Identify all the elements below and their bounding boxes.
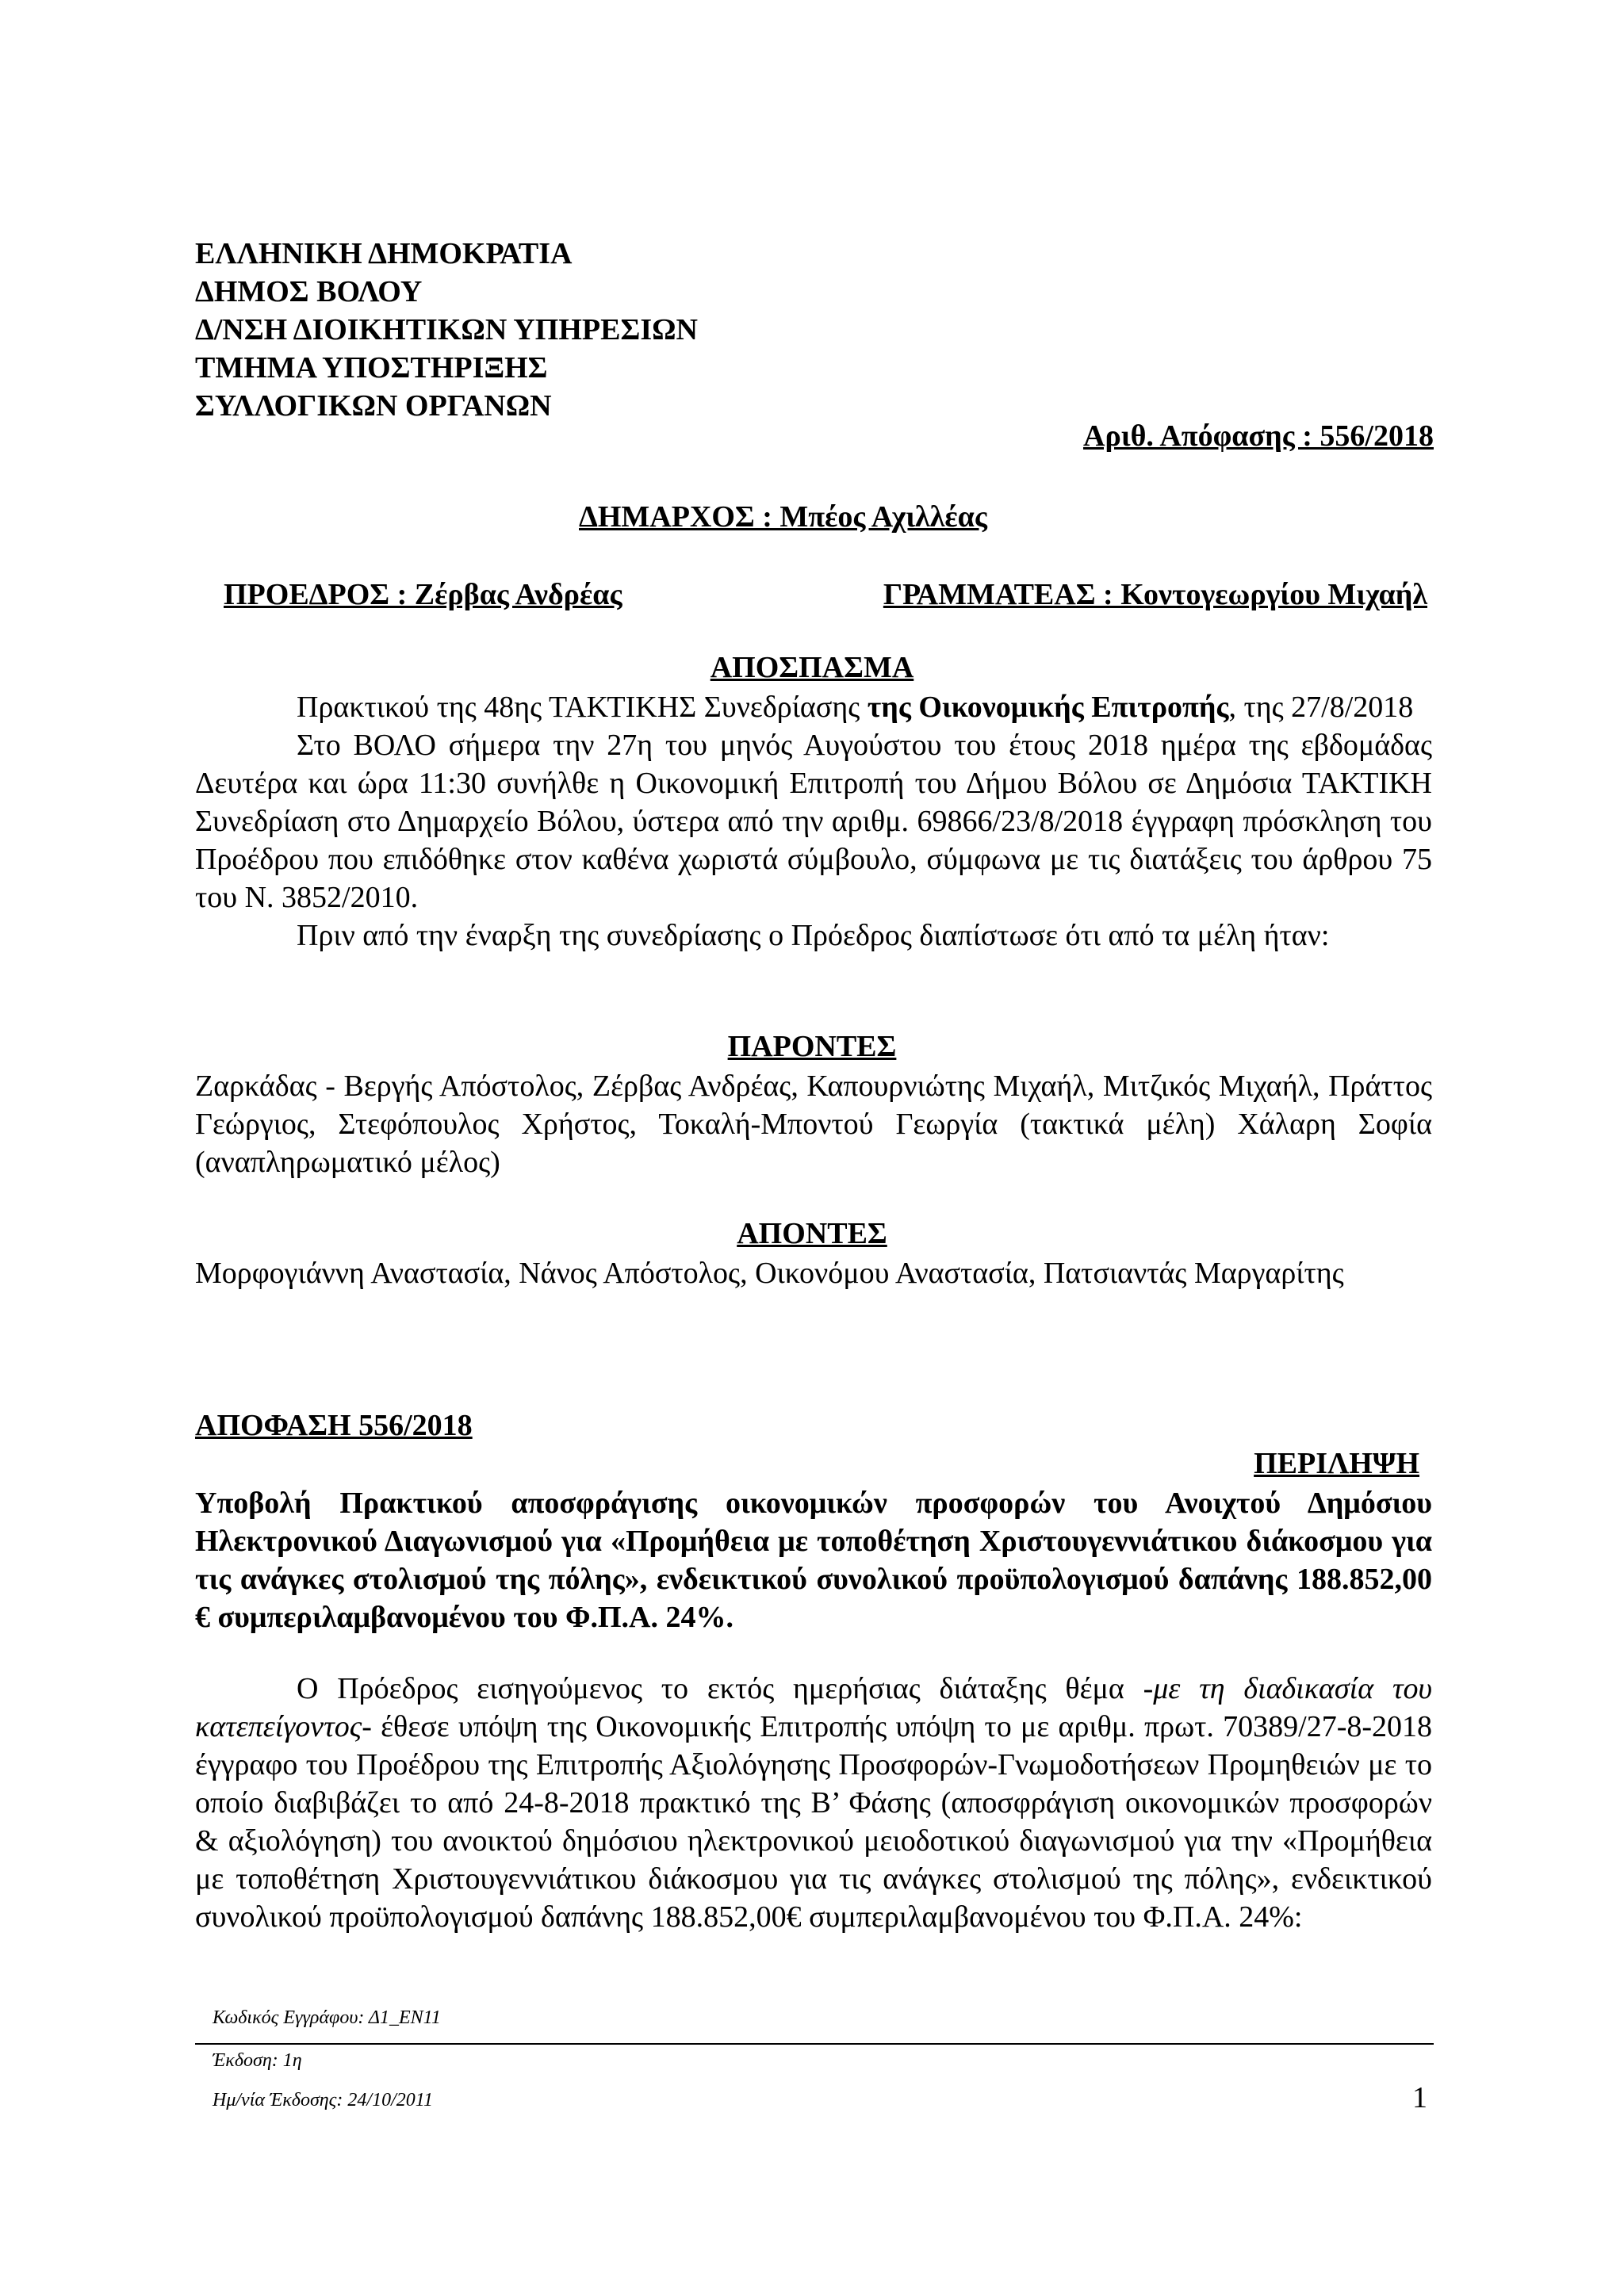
present-title: ΠΑΡΟΝΤΕΣ [727, 1030, 897, 1063]
excerpt-title: ΑΠΟΣΠΑΣΜΑ [710, 651, 914, 684]
summary-label: ΠΕΡΙΛΗΨΗ [1254, 1447, 1419, 1480]
decision-title: ΑΠΟΦΑΣΗ 556/2018 [195, 1409, 473, 1442]
mayor-line: ΔΗΜΑΡΧΟΣ : Μπέος Αχιλλέας [579, 500, 987, 534]
members-intro: Πριν από την έναρξη της συνεδρίασης ο Πρόεδρος διαπίστωσε ότι από τα μέλη ήταν: [297, 919, 1330, 952]
header-line-3: Δ/ΝΣΗ ΔΙΟΙΚΗΤΙΚΩΝ ΥΠΗΡΕΣΙΩΝ [195, 313, 698, 346]
footer-divider [195, 2043, 1434, 2045]
footer-doc-code: Κωδικός Εγγράφου: Δ1_ΕΝ11 [213, 2007, 441, 2028]
excerpt-intro-date: , της 27/8/2018 [1228, 691, 1414, 724]
decision-body-pre: Ο Πρόεδρος εισηγούμενος το εκτός ημερήσιας διάταξης θέμα [297, 1672, 1143, 1705]
secretary-line: ΓΡΑΜΜΑΤΕΑΣ : Κοντογεωργίου Μιχαήλ [883, 578, 1427, 611]
footer-edition-date: Ημ/νία Έκδοσης: 24/10/2011 [213, 2090, 433, 2110]
decision-number: Αριθ. Απόφασης : 556/2018 [1083, 419, 1434, 453]
absent-list: Μορφογιάννη Αναστασία, Νάνος Απόστολος, Οικονόμου Αναστασία, Πατσιαντάς Μαργαρίτης [195, 1257, 1344, 1290]
decision-body-post: έθεσε υπόψη της Οικονομικής Επιτροπής υπόψη το με αριθμ. πρωτ. 70389/27-8-2018 έγγραφο του Προέδρου της Επιτροπής Αξιολόγησης Προσφορών-Γνωμοδοτήσεων Προμηθειών με το οποίο διαβιβάζει το από 24-8-2018 πρακτικό της Β’ Φάσης (αποσφράγιση οικονομικών προσφορών & αξιολόγηση) του ανοικτού δημόσιου ηλεκτρονικού μειοδοτικού διαγωνισμού για την «Προμήθεια με τοποθέτηση Χριστουγεννιάτικου διάκοσμου για τις ανάγκες στολισμού της πόλης», ενδεικτικού συνολικού προϋπολογισμού δαπάνης 188.852,00€ συμπεριλαμβανομένου του Φ.Π.Α. 24%: [195, 1710, 1432, 1934]
president-line: ΠΡΟΕΔΡΟΣ : Ζέρβας Ανδρέας [224, 578, 622, 611]
header-line-1: ΕΛΛΗΝΙΚΗ ΔΗΜΟΚΡΑΤΙΑ [195, 237, 573, 270]
excerpt-intro [195, 688, 1432, 726]
header-line-2: ΔΗΜΟΣ ΒΟΛΟΥ [195, 275, 423, 308]
decision-body-urgent: -με τη διαδικασία του κατεπείγοντος- [195, 1672, 1432, 1743]
header-line-4: ΤΜΗΜΑ ΥΠΟΣΤΗΡΙΞΗΣ [195, 351, 548, 385]
header-line-5: ΣΥΛΛΟΓΙΚΩΝ ΟΡΓΑΝΩΝ [195, 389, 552, 423]
absent-title: ΑΠΟΝΤΕΣ [737, 1217, 887, 1250]
summary-text: Υποβολή Πρακτικού αποσφράγισης οικονομικών προσφορών του Ανοιχτού Δημόσιου Ηλεκτρονικού Διαγωνισμού για «Προμήθεια με τοποθέτηση Χριστουγεννιάτικου διάκοσμου για τις ανάγκες στολισμού της πόλης», ενδεικτικού συνολικού προϋπολογισμού δαπάνης 188.852,00 € συμπεριλαμβανομένου του Φ.Π.Α. 24%. [195, 1487, 1432, 1634]
excerpt-intro-committee: της Οικονομικής Επιτροπής [867, 691, 1229, 724]
present-list: Ζαρκάδας - Βεργής Απόστολος, Ζέρβας Ανδρέας, Καπουρνιώτης Μιχαήλ, Μιτζικός Μιχαήλ, Πράττος Γεώργιος, Στεφόπουλος Χρήστος, Τοκαλή-Μποντού Γεωργία (τακτικά μέλη) Χάλαρη Σοφία (αναπληρωματικό μέλος) [195, 1070, 1432, 1179]
decision-body [195, 1670, 1432, 1936]
excerpt-intro-pre: Πρακτικού της 48ης ΤΑΚΤΙΚΗΣ Συνεδρίασης [297, 691, 868, 724]
excerpt-body [195, 688, 1432, 955]
meeting-paragraph: Στο ΒΟΛΟ σήμερα την 27η του μηνός Αυγούστου του έτους 2018 ημέρα της εβδομάδας Δευτέρα και ώρα 11:30 συνήλθε η Οικονομική Επιτροπή του Δήμου Βόλου σε Δημόσια ΤΑΚΤΙΚΗ Συνεδρίαση στο Δημαρχείο Βόλου, ύστερα από την αριθμ. 69866/23/8/2018 έγγραφη πρόσκληση του Προέδρου που επιδόθηκε στον καθένα χωριστά σύμβουλο, σύμφωνα με τις διατάξεις του άρθρου 75 του Ν. 3852/2010. [195, 729, 1432, 914]
page-number: 1 [1412, 2081, 1427, 2114]
footer-edition: Έκδοση: 1η [213, 2050, 302, 2071]
